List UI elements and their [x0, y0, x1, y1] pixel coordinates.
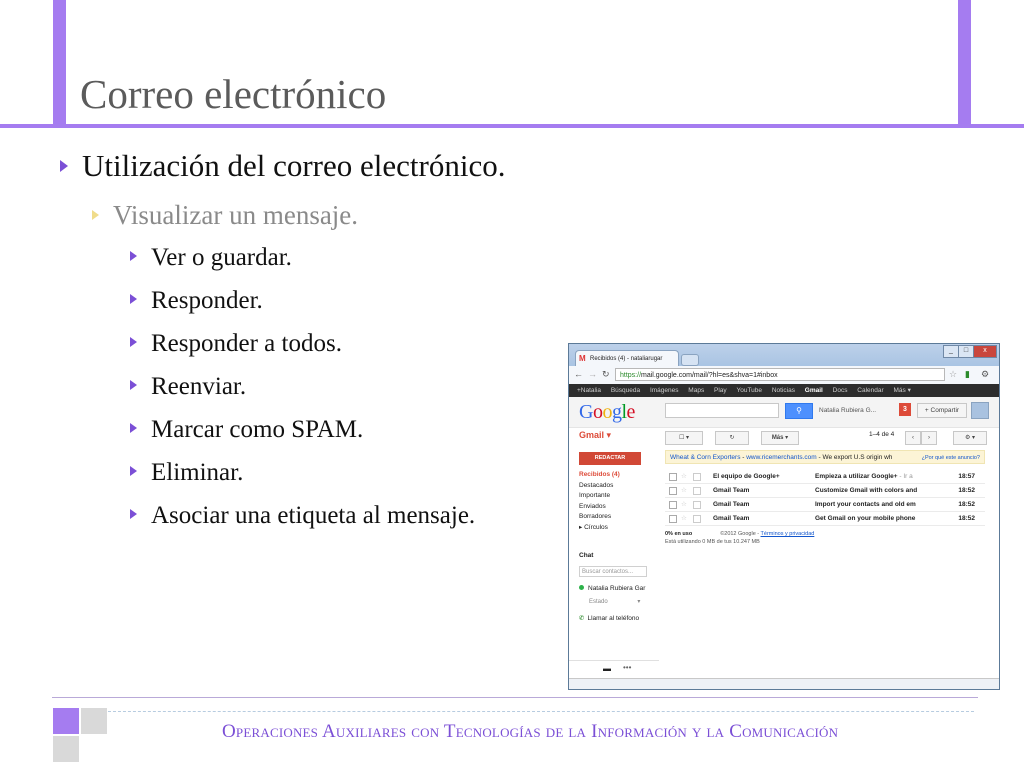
email-row[interactable] [665, 498, 985, 512]
important-icon[interactable] [693, 501, 701, 509]
gbar-item[interactable]: Calendar [857, 387, 884, 394]
bullet-arrow-icon [60, 160, 68, 172]
bullet-text: Reenviar. [151, 373, 247, 400]
signal-icon[interactable]: ▮ [965, 369, 970, 379]
share-button[interactable]: + Compartir [917, 403, 967, 418]
bullet-level2 [92, 200, 358, 231]
email-subject: Get Gmail on your mobile phone [815, 515, 916, 522]
wrench-icon[interactable]: ⚙ [981, 369, 990, 379]
email-from: Gmail Team [713, 501, 750, 508]
ad-sponsor-link[interactable]: Wheat & Corn Exporters [670, 454, 741, 461]
bullet-arrow-icon [130, 251, 137, 261]
important-icon[interactable] [693, 473, 701, 481]
status-label: Estado [589, 599, 608, 605]
gbar-item[interactable]: Docs [832, 387, 848, 394]
slide-title: Correo electrónico [80, 71, 387, 117]
bullet-text: Ver o guardar. [151, 244, 292, 271]
url-input[interactable] [615, 368, 945, 381]
close-window-button[interactable]: x [973, 345, 997, 358]
footer-text: Operaciones Auxiliares con Tecnologías de la Información y la Comunicación [222, 721, 839, 742]
gmail-main [569, 428, 999, 678]
email-time: 18:52 [958, 501, 975, 508]
bullet-level3 [130, 459, 243, 487]
next-page-button[interactable]: › [921, 431, 937, 445]
scrollbar[interactable] [569, 678, 999, 690]
bullet-level3 [130, 287, 263, 315]
folder-inbox[interactable]: Recibidos (4) [579, 471, 620, 478]
email-subject: Import your contacts and old em [815, 501, 916, 508]
gbar-item[interactable]: Noticias [771, 387, 795, 394]
email-row[interactable] [665, 470, 985, 484]
back-arrow-icon[interactable]: ← [574, 369, 583, 379]
chat-user-name: Natalia Rubiera Gar [588, 585, 646, 592]
email-list [665, 470, 985, 526]
settings-button[interactable] [953, 431, 987, 445]
gbar-item[interactable]: YouTube [736, 387, 763, 394]
folder-starred[interactable]: Destacados [579, 481, 614, 489]
chat-title: Chat [579, 552, 594, 559]
left-accent-bar [53, 0, 66, 128]
bullet-arrow-icon [130, 380, 137, 390]
call-phone-link[interactable] [579, 614, 639, 622]
chat-user[interactable] [579, 585, 645, 592]
terms-link[interactable]: Términos y privacidad [760, 531, 815, 537]
folder-list [579, 470, 620, 533]
bullet-arrow-icon [130, 337, 137, 347]
footer-square-purple [53, 708, 79, 734]
gmail-search-input[interactable] [665, 403, 779, 418]
email-subject-wrap [815, 470, 955, 483]
search-icon: ⚲ [796, 406, 802, 415]
ad-banner[interactable]: Wheat & Corn Exporters - www.ricemerchants.com - We export U.S origin wh ¿Por qué este anuncio? [665, 450, 985, 464]
bullet-text: Responder. [151, 287, 263, 314]
usage-percent: 0% en uso [665, 531, 693, 537]
email-subject: Customize Gmail with colors and [815, 487, 918, 494]
email-from: El equipo de Google+ [713, 473, 780, 480]
browser-tab[interactable] [575, 350, 679, 366]
email-from: Gmail Team [713, 487, 750, 494]
copyright-text: ©2012 Google - [720, 531, 761, 537]
gmail-screenshot [568, 343, 1000, 690]
notification-badge[interactable]: 3 [899, 403, 911, 416]
phone-icon: ✆ [579, 615, 585, 622]
star-icon[interactable]: ☆ [949, 369, 958, 379]
forward-arrow-icon[interactable]: → [588, 369, 597, 379]
email-time: 18:52 [958, 515, 975, 522]
new-tab-button[interactable] [681, 354, 699, 366]
row-checkbox[interactable] [669, 501, 677, 509]
bullet-level2-text: Visualizar un mensaje. [113, 200, 359, 230]
bullet-level3 [130, 502, 475, 530]
footer-square-white [81, 736, 107, 762]
bullet-text: Asociar una etiqueta al mensaje. [151, 502, 476, 529]
bullet-level3 [130, 416, 363, 444]
email-snippet: - Ir a [897, 473, 913, 480]
gbar-item[interactable]: Imágenes [649, 387, 679, 394]
refresh-icon: ↻ [729, 435, 735, 441]
email-time: 18:57 [958, 473, 975, 480]
email-time: 18:52 [958, 487, 975, 494]
prev-page-button[interactable]: ‹ [905, 431, 921, 445]
gbar-item[interactable]: +Natalia [577, 387, 602, 394]
bullet-text: Responder a todos. [151, 330, 342, 357]
folder-drafts[interactable]: Borradores [579, 513, 612, 520]
tab-title: Recibidos (4) - nataliarugar [590, 356, 663, 362]
https-label: https:// [620, 372, 642, 379]
address-bar-row [569, 366, 999, 385]
row-checkbox[interactable] [669, 515, 677, 523]
gbar-item[interactable]: Play [714, 387, 727, 394]
select-checkbox-dropdown[interactable]: ☐ ▾ [665, 431, 703, 445]
refresh-button[interactable] [715, 431, 749, 445]
url-text: mail.google.com/mail/?hl=es&shva=1#inbox [641, 372, 778, 379]
google-logo[interactable]: Google [579, 401, 635, 423]
chat-bubble-icon[interactable]: ▬ [603, 664, 611, 673]
gmail-header [569, 397, 999, 428]
gbar-item[interactable]: Más ▾ [893, 387, 911, 394]
bullet-text: Marcar como SPAM. [151, 416, 364, 443]
chat-search-input[interactable]: Buscar contactos... [579, 566, 647, 577]
bullet-level3 [130, 373, 246, 401]
row-checkbox[interactable] [669, 487, 677, 495]
user-name[interactable]: Natalia Rubiera G... [819, 407, 877, 414]
more-button[interactable]: Más ▾ [761, 431, 799, 445]
more-dots-icon[interactable]: ••• [623, 663, 632, 672]
reload-icon[interactable]: ↻ [602, 369, 610, 379]
bullet-arrow-icon [92, 210, 99, 220]
title-underline [0, 124, 1024, 128]
search-button[interactable] [785, 403, 813, 419]
important-icon[interactable] [693, 515, 701, 523]
bullet-level1-text: Utilización del correo electrónico. [82, 148, 506, 183]
row-checkbox[interactable] [669, 473, 677, 481]
gmail-menu-label[interactable]: Gmail ▾ [579, 430, 612, 440]
folder-important[interactable]: Importante [579, 492, 611, 499]
gbar-item[interactable]: Búsqueda [610, 387, 641, 394]
star-icon[interactable]: ☆ [681, 515, 687, 522]
right-accent-bar [958, 0, 971, 128]
minimize-button[interactable]: _ [943, 345, 959, 358]
footer-square-gray [81, 708, 107, 734]
gbar-item-active[interactable]: Gmail [804, 387, 823, 394]
footer-links [720, 531, 814, 537]
ad-why-link[interactable]: ¿Por qué este anuncio? [921, 455, 980, 461]
bullet-arrow-icon [130, 294, 137, 304]
star-icon[interactable]: ☆ [681, 487, 687, 494]
ad-url-link[interactable]: www.ricemerchants.com [746, 454, 817, 461]
bullet-level1 [60, 148, 505, 184]
email-from: Gmail Team [713, 515, 750, 522]
tab-strip [569, 344, 999, 366]
compose-button[interactable]: REDACTAR [579, 452, 641, 465]
bullet-arrow-icon [130, 466, 137, 476]
pager-text: 1–4 de 4 [869, 431, 895, 438]
avatar[interactable] [971, 402, 989, 419]
star-icon[interactable]: ☆ [681, 501, 687, 508]
chat-bar [569, 660, 659, 679]
folder-sent[interactable]: Enviados [579, 502, 606, 510]
online-status-icon [579, 585, 584, 590]
bullet-level3 [130, 330, 342, 358]
bullet-level3 [130, 244, 292, 272]
ad-text: - We export U.S origin wh [818, 454, 893, 461]
email-row[interactable] [665, 512, 985, 526]
email-row[interactable] [665, 484, 985, 498]
footer-square-gray [53, 736, 79, 762]
chevron-down-icon: ▾ [637, 599, 641, 605]
status-dropdown[interactable] [589, 598, 640, 605]
folder-circles[interactable]: ▸ Círculos [579, 523, 608, 531]
storage-usage [665, 530, 814, 546]
gmail-m-icon: M [579, 354, 586, 363]
important-icon[interactable] [693, 487, 701, 495]
bullet-text: Eliminar. [151, 459, 244, 486]
bullet-arrow-icon [130, 509, 137, 519]
email-subject: Empieza a utilizar Google+ [815, 473, 898, 480]
usage-detail: Está utilizando 0 MB de tus 10.247 MB [665, 539, 760, 545]
star-icon[interactable]: ☆ [681, 473, 687, 480]
gbar-item[interactable]: Maps [688, 387, 705, 394]
google-bar [569, 384, 999, 397]
footer-line [52, 697, 978, 698]
footer-dashed-line [108, 711, 974, 712]
gear-icon: ⚙ ▾ [964, 435, 976, 441]
call-label: Llamar al teléfono [587, 615, 640, 622]
bullet-arrow-icon [130, 423, 137, 433]
maximize-button[interactable]: □ [958, 345, 974, 358]
